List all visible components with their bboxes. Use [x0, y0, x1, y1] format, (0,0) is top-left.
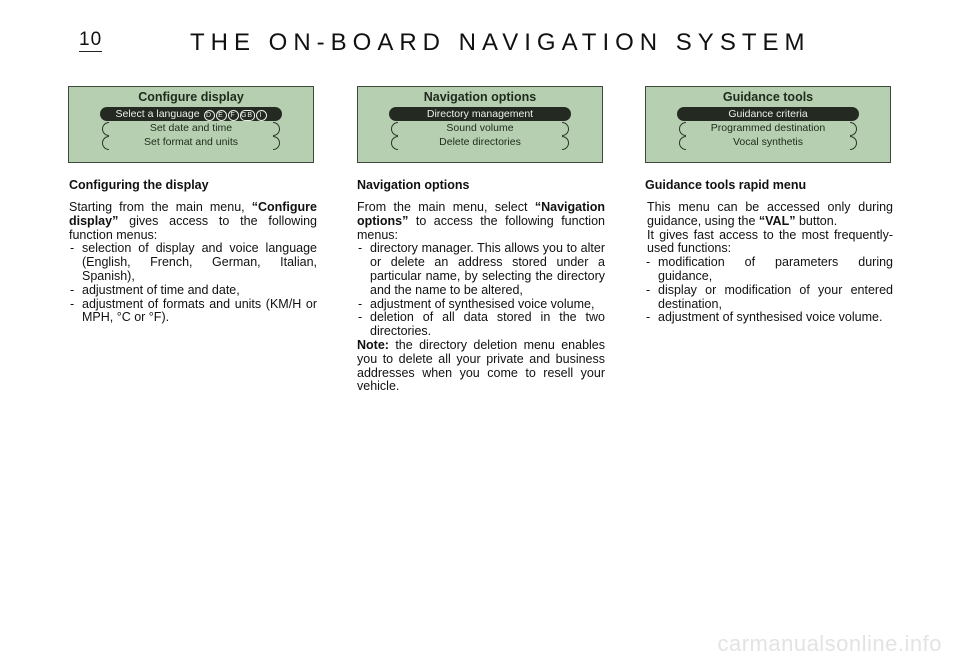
list-item: - modification of parameters during guidance,: [645, 256, 893, 284]
screen-menu-item-label: Delete directories: [439, 136, 521, 148]
screen-menu-item: [102, 135, 280, 149]
bracket-right-icon: [850, 122, 857, 136]
note-text: the directory deletion menu enables you to delete all your private and business addresses when you come to resell your vehicle.: [357, 337, 605, 394]
screen-menu-item: [679, 135, 857, 149]
bracket-right-icon: [850, 136, 857, 150]
screen-menu-item-label: Sound volume: [446, 122, 514, 134]
list-item: - adjustment of time and date,: [69, 284, 317, 298]
intro-bold: “Configure display”: [69, 200, 317, 228]
language-e-icon: E: [216, 110, 227, 121]
list-item: - deletion of all data stored in the two directories.: [357, 311, 605, 339]
intro-bold: “Navigation options”: [357, 200, 605, 228]
configuring-display-section: [69, 178, 317, 325]
intro-text-end: gives access to the following function menus:: [69, 213, 317, 242]
screen-menu-item-label: Vocal synthetis: [732, 136, 804, 148]
section-intro: [645, 201, 893, 229]
function-list: [69, 242, 317, 325]
language-i-icon: I: [256, 110, 267, 121]
section-heading: Configuring the display: [69, 178, 209, 192]
screen-menu-item: [102, 121, 280, 135]
bracket-right-icon: [562, 122, 569, 136]
language-icons: [203, 108, 267, 120]
list-item: - selection of display and voice language (English, French, German, Italian, Spanish),: [69, 242, 317, 283]
bracket-right-icon: [273, 122, 280, 136]
screen-title: Navigation options: [423, 90, 537, 104]
bracket-left-icon: [391, 122, 398, 136]
intro-text: Starting from the main menu,: [69, 200, 252, 214]
watermark: carmanualsonline.info: [717, 631, 942, 656]
note: [357, 339, 605, 394]
intro-text: This menu can be accessed only during guidance, using the: [647, 200, 893, 228]
intro-text-end: button.: [795, 213, 838, 228]
page-number: 10: [79, 29, 103, 50]
list-item: - adjustment of formats and units (KM/H or MPH, °C or °F).: [69, 298, 317, 326]
screen-menu-item: [391, 121, 569, 135]
language-d-icon: D: [204, 110, 215, 121]
screen-menu-item: [679, 121, 857, 135]
screen-menu-item-label: Set format and units: [144, 136, 238, 148]
function-list: [357, 242, 605, 339]
guidance-tools-section: [645, 178, 893, 325]
screen-selected-item: [100, 107, 282, 121]
screen-title: Configure display: [138, 90, 244, 104]
list-item: - display or modification of your entered destination,: [645, 284, 893, 312]
bracket-left-icon: [679, 136, 686, 150]
note-label: Note:: [357, 337, 389, 352]
guidance-tools-screen: [645, 86, 891, 163]
list-item: - adjustment of synthesised voice volume,: [357, 298, 605, 312]
section-intro: [69, 201, 317, 242]
section-heading: Guidance tools rapid menu: [645, 178, 807, 192]
page-title: THE ON-BOARD NAVIGATION SYSTEM: [190, 29, 811, 56]
function-list: [645, 256, 893, 325]
screen-title: Guidance tools: [722, 90, 814, 104]
section-intro: [357, 201, 605, 242]
intro-text: From the main menu, select: [357, 200, 535, 214]
language-gb-icon: GB: [240, 112, 254, 119]
bracket-left-icon: [679, 122, 686, 136]
bracket-left-icon: [391, 136, 398, 150]
bracket-right-icon: [562, 136, 569, 150]
screen-selected-item: Guidance criteria: [677, 107, 859, 121]
list-item: - directory manager. This allows you to alter or delete an address stored under a particular name, by selecting the directory and the name to be altered,: [357, 242, 605, 297]
screen-menu-item-label: Set date and time: [149, 122, 233, 134]
section-heading: Navigation options: [357, 178, 470, 192]
screen-selected-item: Directory management: [389, 107, 571, 121]
screen-selected-label: Select a language: [115, 108, 200, 120]
list-item: - adjustment of synthesised voice volume.: [645, 311, 893, 325]
intro-bold: “VAL”: [758, 213, 796, 228]
bracket-left-icon: [102, 136, 109, 150]
navigation-options-screen: [357, 86, 603, 163]
bracket-left-icon: [102, 122, 109, 136]
screen-menu-item: [391, 135, 569, 149]
intro-text-end: to access the following function menus:: [357, 213, 605, 242]
screen-menu-item-label: Programmed destination: [710, 122, 826, 134]
bracket-right-icon: [273, 136, 280, 150]
section-paragraph: It gives fast access to the most frequently-used functions:: [647, 227, 893, 256]
configure-display-screen: [68, 86, 314, 163]
navigation-options-section: [357, 178, 605, 394]
language-f-icon: F: [228, 110, 239, 121]
